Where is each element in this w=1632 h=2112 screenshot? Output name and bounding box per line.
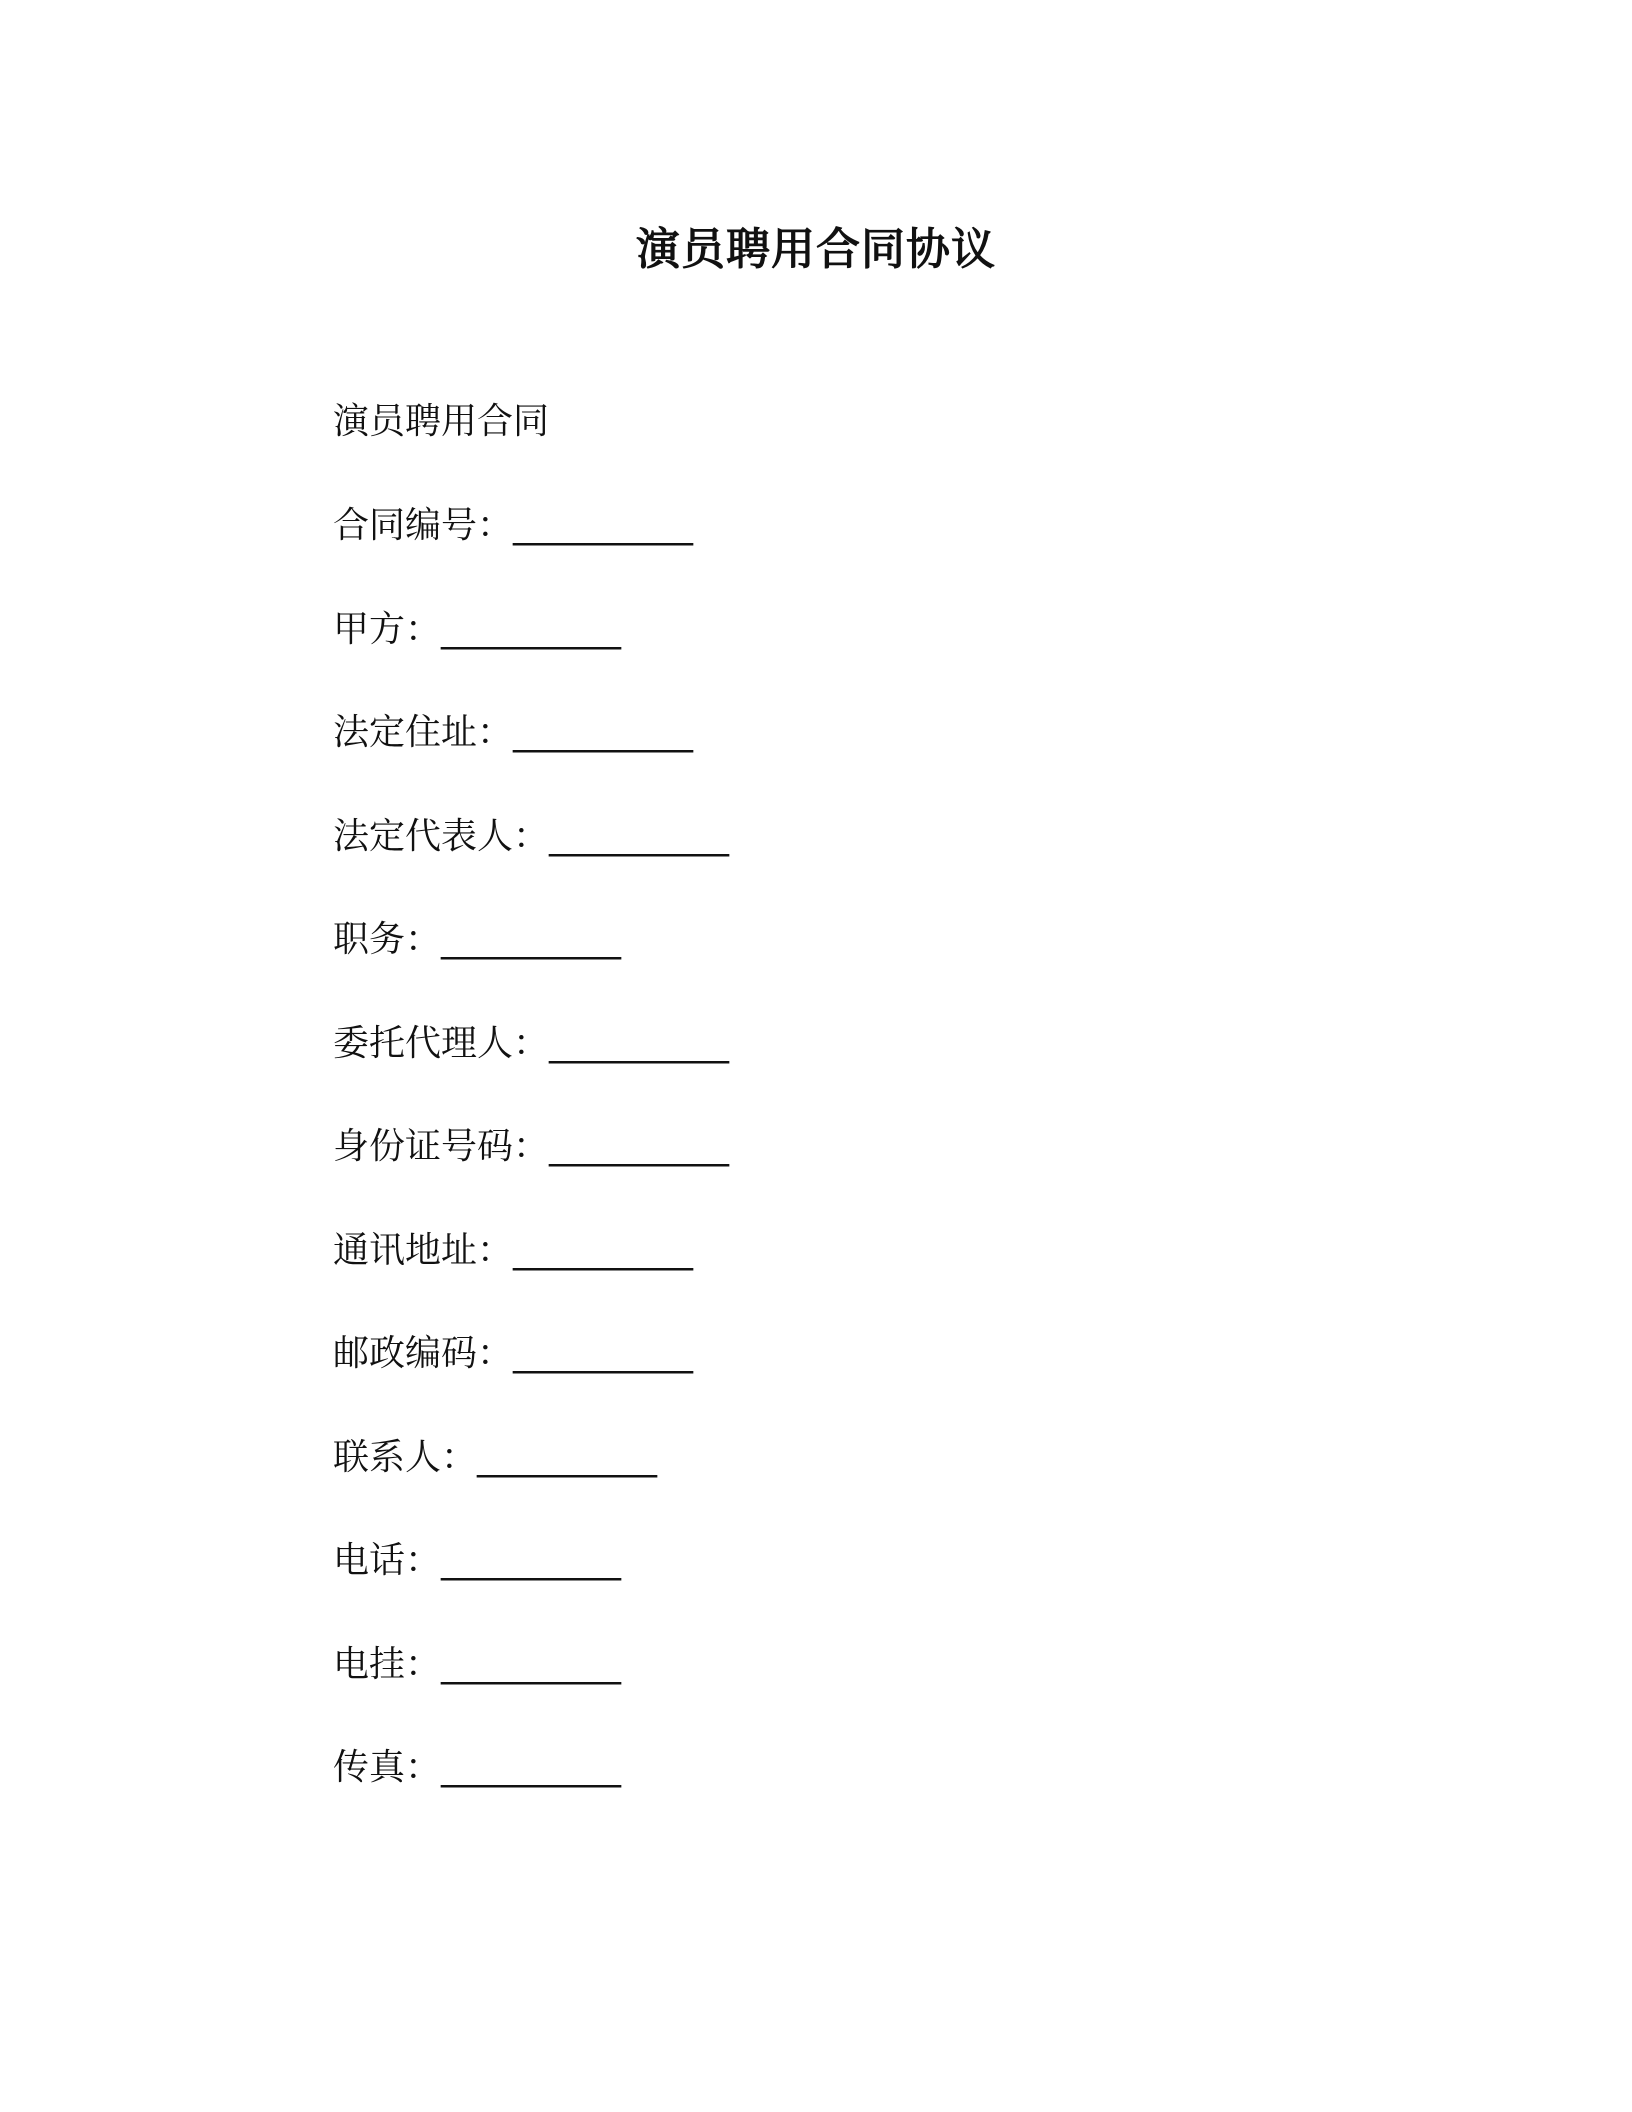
field-label: 电话： bbox=[333, 1540, 442, 1581]
field-contact-person bbox=[333, 1433, 729, 1537]
field-blank: __________ bbox=[441, 1540, 622, 1581]
field-blank: __________ bbox=[441, 1747, 622, 1788]
field-label: 法定代表人： bbox=[333, 815, 550, 857]
document-subtitle: 演员聘用合同 bbox=[333, 401, 550, 442]
field-label: 法定住址： bbox=[333, 712, 514, 753]
field-blank: __________ bbox=[441, 919, 622, 960]
field-label: 电挂： bbox=[333, 1643, 442, 1685]
field-label: 传真： bbox=[333, 1747, 442, 1788]
field-telegraph bbox=[333, 1640, 729, 1744]
field-label: 合同编号： bbox=[333, 505, 514, 546]
field-mailing-address bbox=[333, 1226, 729, 1330]
field-position bbox=[333, 915, 729, 1019]
document-title: 演员聘用合同协议 bbox=[636, 224, 996, 275]
field-blank: __________ bbox=[513, 712, 694, 753]
field-legal-representative bbox=[333, 812, 729, 916]
field-label: 委托代理人： bbox=[333, 1022, 550, 1064]
field-party-a bbox=[333, 605, 729, 709]
field-label: 通讯地址： bbox=[333, 1229, 514, 1271]
field-blank: __________ bbox=[549, 1022, 730, 1064]
contract-fields bbox=[333, 501, 729, 1847]
field-contract-number bbox=[333, 501, 729, 605]
field-fax bbox=[333, 1743, 729, 1847]
field-label: 联系人： bbox=[333, 1436, 478, 1478]
field-phone bbox=[333, 1536, 729, 1640]
field-id-number bbox=[333, 1122, 729, 1226]
field-label: 邮政编码： bbox=[333, 1333, 514, 1374]
field-blank: __________ bbox=[513, 505, 694, 546]
field-blank: __________ bbox=[549, 815, 730, 857]
field-legal-address bbox=[333, 708, 729, 812]
field-label: 甲方： bbox=[333, 608, 442, 650]
field-authorized-agent bbox=[333, 1019, 729, 1123]
field-label: 身份证号码： bbox=[333, 1126, 550, 1167]
field-blank: __________ bbox=[441, 608, 622, 650]
field-blank: __________ bbox=[477, 1436, 658, 1478]
field-label: 职务： bbox=[333, 919, 442, 960]
field-blank: __________ bbox=[513, 1333, 694, 1374]
field-blank: __________ bbox=[513, 1229, 694, 1271]
field-blank: __________ bbox=[441, 1643, 622, 1685]
field-postal-code bbox=[333, 1329, 729, 1433]
field-blank: __________ bbox=[549, 1126, 730, 1167]
